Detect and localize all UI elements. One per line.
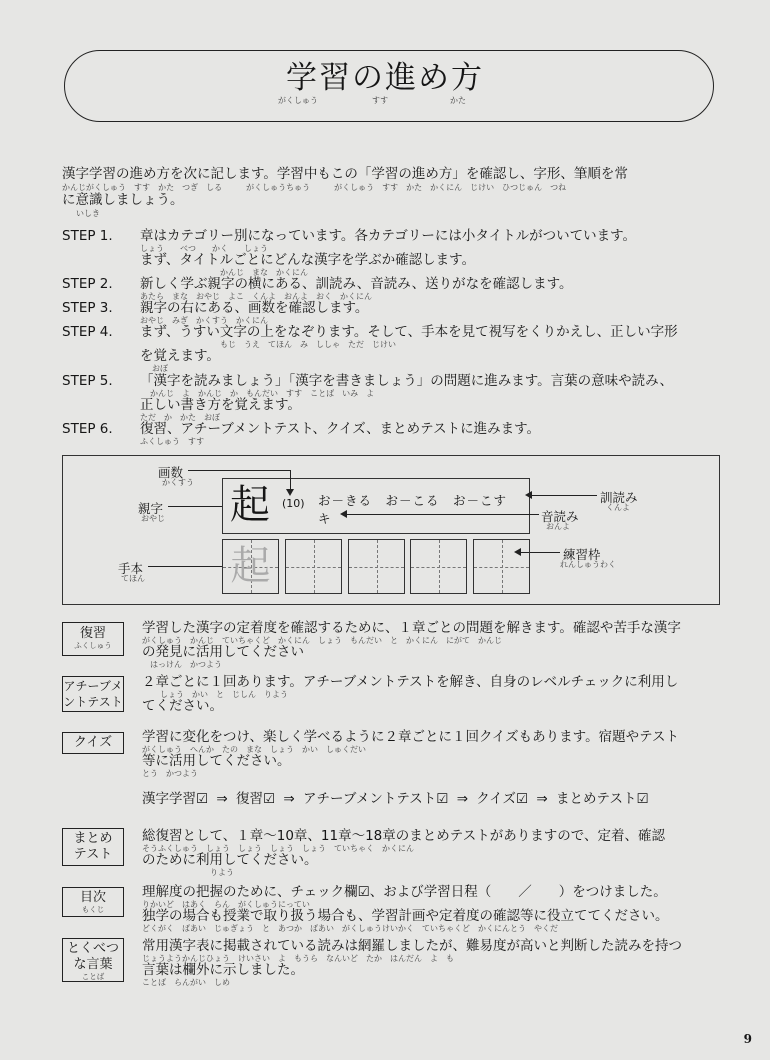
intro-ruby-1: かんじがくしゅう すす かた つぎ しる がくしゅうちゅう がくしゅう すす かた かくにん じけい ひつじゅん つね xyxy=(62,183,567,192)
step-3-ruby-1: おやじ みぎ かくすう かくにん xyxy=(140,316,268,325)
step-3-label: STEP 3. xyxy=(62,300,113,316)
section-review-line-2: の発見に活用してください xyxy=(142,644,304,660)
step-5-text-2: 正しい書き方を覚えます。 xyxy=(140,397,301,413)
section-matome-line-1: 総復習として、１章～10章、11章～18章のまとめテストがありますので、定着、確認 xyxy=(142,828,665,844)
label-kunyomi: 訓読み xyxy=(600,490,638,505)
section-quiz-line-2: 等に活用してください。 xyxy=(142,753,291,769)
step-2-text-1: 新しく学ぶ親字の横にある、訓読み、音読み、送りがなを確認します。 xyxy=(140,276,573,292)
step-6-label: STEP 6. xyxy=(62,421,113,437)
main-kanji: 起 xyxy=(230,482,270,528)
section-label-text: クイズ xyxy=(73,735,113,750)
section-label-text: な言葉 xyxy=(73,957,113,972)
study-flow xyxy=(142,791,649,807)
step-1-text-1: 章はカテゴリー別になっています。各カテゴリーには小タイトルがついています。 xyxy=(140,228,636,244)
step-5-ruby-1: かんじ よ かんじ か もんだい すす ことば いみ よ xyxy=(150,389,375,398)
flow-step: 復習☑ xyxy=(236,791,276,807)
title-ruby-1: がくしゅう xyxy=(278,96,318,105)
flow-step: 漢字学習☑ xyxy=(142,791,209,807)
section-quiz-line-1: 学習に変化をつけ、楽しく学べるように２章ごとに１回クイズもあります。宿題やテスト xyxy=(142,729,680,745)
section-special-line-2: 言葉は欄外に示しました。 xyxy=(142,962,304,978)
section-review-line-1: 学習した漢字の定着度を確認するために、１章ごとの問題を解きます。確認や苦手な漢字 xyxy=(142,620,681,636)
section-label-quiz xyxy=(62,732,124,754)
flow-arrow: ⇒ xyxy=(216,791,228,807)
flow-arrow: ⇒ xyxy=(283,791,295,807)
practice-cell xyxy=(285,539,342,594)
section-label-text: とくべつ xyxy=(66,941,119,956)
flow-step: まとめテスト☑ xyxy=(556,791,649,807)
section-mokuji-ruby-2: どくがく ばあい じゅぎょう と あつか ばあい がくしゅうけいかく ていちゃくど かくにんとう やくだ xyxy=(142,924,558,933)
title-ruby-3: かた xyxy=(450,96,466,105)
flow-arrow: ⇒ xyxy=(456,791,468,807)
section-label-special-words xyxy=(62,938,124,982)
onyomi-connector xyxy=(346,514,539,515)
intro-line-1: 漢字学習の進め方を次に記します。学習中もこの「学習の進め方」を確認し、字形、筆順を常 xyxy=(62,166,628,182)
flow-step: クイズ☑ xyxy=(476,791,529,807)
section-achievement-line-2: てください。 xyxy=(142,698,223,714)
practice-cell xyxy=(348,539,405,594)
section-label-ruby: ふくしゅう xyxy=(74,641,112,650)
section-mokuji-ruby-1: りかいど はあく らん がくしゅうにってい xyxy=(142,900,310,909)
section-label-text: まとめ xyxy=(73,831,113,846)
oyaji-connector xyxy=(168,506,222,507)
title-ruby-2: すす xyxy=(372,96,389,105)
practice-cell xyxy=(410,539,467,594)
label-oyaji-ruby: おやじ xyxy=(141,514,165,523)
step-4-label: STEP 4. xyxy=(62,324,113,340)
section-quiz-ruby-2: とう かつよう xyxy=(142,769,198,778)
step-4-ruby-1: もじ うえ てほん み ししゃ ただ じけい xyxy=(220,340,396,349)
step-4-text-1: まず、うすい文字の上をなぞります。そして、手本を見て視写をくりかえし、正しい字形 xyxy=(140,324,678,340)
kakusu-connector xyxy=(188,470,291,471)
section-mokuji-line-1: 理解度の把握のために、チェック欄☑、および学習日程（ ／ ）をつけました。 xyxy=(142,884,667,900)
section-label-mokuji xyxy=(62,887,124,917)
page-number: 9 xyxy=(743,1032,752,1046)
section-label-matome xyxy=(62,828,124,866)
stroke-count: (10) xyxy=(282,497,305,510)
label-kunyomi-ruby: くんよ xyxy=(606,503,630,512)
label-tehon-ruby: てほん xyxy=(121,574,145,583)
section-special-line-1: 常用漢字表に掲載されている読みは網羅しましたが、難易度が高いと判断した読みを持つ xyxy=(142,938,682,954)
section-review-ruby-2: はっけん かつよう xyxy=(150,660,222,669)
step-5-text-1: 「漢字を読みましょう」「漢字を書きましょう」の問題に進みます。言葉の意味や読み、 xyxy=(140,373,673,389)
kun-readings: お－きる お－こる お－こす xyxy=(318,493,508,508)
section-label-text: 復習 xyxy=(79,626,106,641)
flow-step: アチーブメントテスト☑ xyxy=(303,791,449,807)
section-special-ruby-1: じょうようかんじひょう けいさい よ もうら なんいど たか はんだん よ も xyxy=(142,954,454,963)
label-kakusu: 画数 xyxy=(158,465,184,480)
step-1-ruby-1: しょう べつ かく しょう xyxy=(140,244,268,253)
step-6-text-1: 復習、アチーブメントテスト、クイズ、まとめテストに進みます。 xyxy=(140,421,541,437)
section-label-ruby: ことば xyxy=(81,972,105,981)
step-6-ruby-1: ふくしゅう すす xyxy=(140,437,205,446)
section-achievement-ruby-1: しょう かい と じしん りよう xyxy=(160,690,288,699)
on-reading: キ xyxy=(318,511,331,526)
step-5-ruby-2: ただ か かた おぼ xyxy=(140,413,220,422)
kakusu-arrow xyxy=(286,489,294,496)
section-achievement-line-1: ２章ごとに１回あります。アチーブメントテストを解き、自身のレベルチェックに利用し xyxy=(142,674,679,690)
step-1-label: STEP 1. xyxy=(62,228,113,244)
section-label-ruby: もくじ xyxy=(81,905,105,914)
step-3-text-1: 親字の右にある、画数を確認します。 xyxy=(140,300,369,316)
section-matome-line-2: のために利用してください。 xyxy=(142,852,318,868)
section-label-text: 目次 xyxy=(79,890,106,905)
practice-cell xyxy=(473,539,530,594)
section-matome-ruby-2: りよう xyxy=(210,868,234,877)
section-mokuji-line-2: 独学の場合も授業で取り扱う場合も、学習計画や定着度の確認等に役立ててください。 xyxy=(142,908,669,924)
step-2-ruby-1: あたら まな おやじ よこ くんよ おんよ おく かくにん xyxy=(140,292,372,301)
label-onyomi: 音読み xyxy=(541,509,579,524)
section-label-achievement xyxy=(62,676,124,712)
step-4-ruby-2: おぼ xyxy=(152,364,168,373)
section-quiz-ruby-1: がくしゅう へんか たの まな しょう かい しゅくだい xyxy=(142,745,366,754)
step-4-text-2: を覚えます。 xyxy=(140,348,220,364)
flow-arrow: ⇒ xyxy=(536,791,548,807)
section-label-text: アチーブメ xyxy=(63,679,123,693)
page-title: 学習の進め方 xyxy=(286,60,484,96)
kunyomi-connector xyxy=(531,495,597,496)
section-label-text: ントテスト xyxy=(63,695,123,709)
intro-line-2: に意識しましょう。 xyxy=(62,192,184,208)
section-label-review xyxy=(62,622,124,656)
section-label-text: テスト xyxy=(73,847,113,862)
step-1-ruby-2: かんじ まな かくにん xyxy=(220,268,308,277)
label-tehon: 手本 xyxy=(118,561,144,576)
step-2-label: STEP 2. xyxy=(62,276,113,292)
kakusu-connector-v xyxy=(290,470,291,490)
section-special-ruby-2: ことば らんがい しめ xyxy=(142,978,230,987)
label-renshuwaku: 練習枠 xyxy=(563,547,601,562)
step-5-label: STEP 5. xyxy=(62,373,113,389)
tehon-connector xyxy=(148,566,222,567)
label-renshuwaku-ruby: れんしゅうわく xyxy=(560,560,616,569)
label-onyomi-ruby: おんよ xyxy=(546,522,570,531)
intro-ruby-2: いしき xyxy=(76,209,100,218)
label-kakusu-ruby: かくすう xyxy=(162,478,194,487)
step-1-text-2: まず、タイトルごとにどんな漢字を学ぶか確認します。 xyxy=(140,252,476,268)
section-matome-ruby-1: そうふくしゅう しょう しょう しょう しょう ていちゃく かくにん xyxy=(142,844,414,853)
model-kanji: 起 xyxy=(230,543,271,589)
label-oyaji: 親字 xyxy=(138,501,164,516)
section-review-ruby-1: がくしゅう かんじ ていちゃくど かくにん しょう もんだい と かくにん にがて かんじ xyxy=(142,636,502,645)
